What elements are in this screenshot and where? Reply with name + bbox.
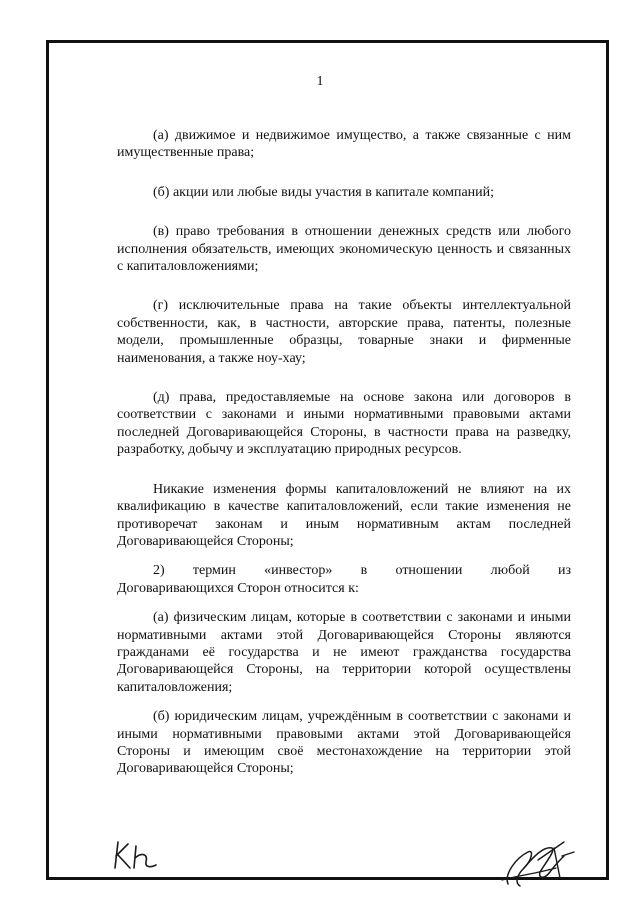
investor-word: термин	[192, 563, 236, 579]
handwritten-signature	[494, 838, 580, 892]
investor-term-continuation: Договаривающихся Сторон относится к:	[117, 580, 359, 596]
paragraph-natural-persons: (а) физическим лицам, которые в соответствии с законами и иными нормативными актами этой Договаривающейся Стороны являются гражданами её государства и не имеют гражданства государства Договаривающейся Стороны, на территории которой осуществлены капиталовложения;	[117, 610, 571, 695]
investor-word: из	[557, 563, 571, 579]
investor-word: 2)	[153, 563, 165, 579]
page-number: 1	[316, 74, 324, 89]
investor-word: отношении	[395, 563, 463, 579]
paragraph-g-intellectual-property: (г) исключительные права на такие объекты интеллектуальной собственности, как, в частности, авторские права, патенты, полезные модели, промышленные образцы, товарные знаки и фирменные наименования, а также ноу-хау;	[117, 298, 571, 366]
paragraph-b-shares: (б) акции или любые виды участия в капитале компаний;	[153, 184, 495, 200]
handwritten-initials	[112, 838, 170, 872]
paragraph-form-changes: Никакие изменения формы капиталовложений не влияют на их квалификацию в качестве капиталовложений, если такие изменения не противоречат законам и иным нормативным актам последней Договаривающейся Стороны;	[117, 481, 571, 549]
paragraph-investor-term	[117, 562, 571, 597]
investor-term-line	[117, 562, 571, 579]
investor-word: любой	[490, 563, 530, 579]
investor-word: «инвестор»	[264, 563, 333, 579]
paragraph-legal-entities: (б) юридическим лицам, учреждённым в соответствии с законами и иными нормативными правовыми актами этой Договаривающейся Стороны и имеющим своё местонахождение на территории этой Договаривающейся Стороны;	[117, 709, 571, 777]
paragraph-v-claims: (в) право требования в отношении денежных средств или любого исполнения обязательств, имеющих экономическую ценность и связанных с капиталовложениями;	[117, 224, 571, 275]
investor-word: в	[360, 563, 368, 579]
paragraph-a-property: (а) движимое и недвижимое имущество, а также связанные с ним имущественные права;	[117, 128, 571, 161]
paragraph-d-rights: (д) права, предоставляемые на основе закона или договоров в соответствии с законами и иными нормативными правовыми актами последней Договаривающейся Стороны, в частности права на разведку, разработку, добычу и эксплуатацию природных ресурсов.	[117, 390, 571, 458]
document-body	[117, 127, 571, 778]
